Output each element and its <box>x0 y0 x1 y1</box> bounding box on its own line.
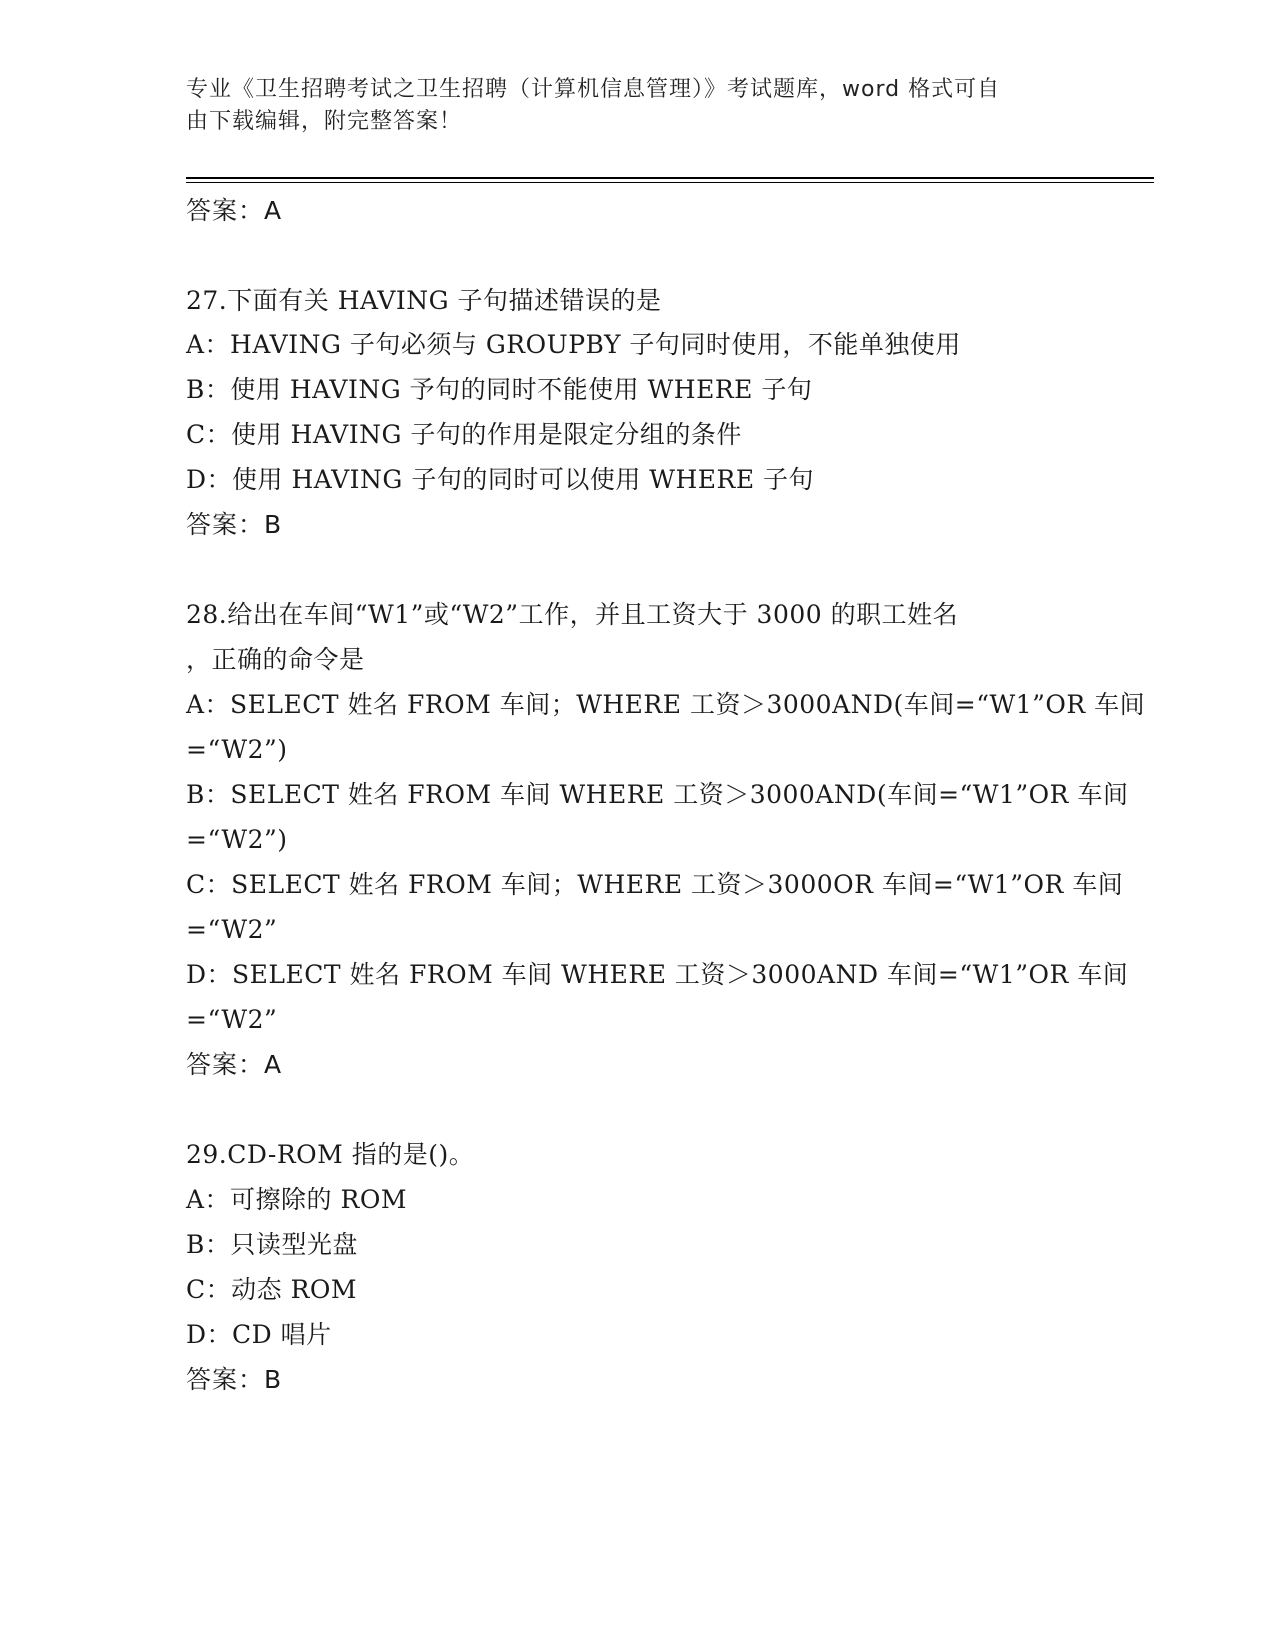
question-27-option-b: B：使用 HAVING 予句的同时不能使用 WHERE 子句 <box>186 375 813 404</box>
question-29-stem: 29.CD-ROM 指的是()。 <box>186 1140 475 1169</box>
question-29-option-b: B：只读型光盘 <box>186 1230 358 1259</box>
question-29-option-c: C：动态 ROM <box>186 1275 357 1304</box>
question-28-answer: 答案：A <box>186 1050 283 1079</box>
question-29-option-d: D：CD 唱片 <box>186 1320 332 1349</box>
question-29-answer: 答案：B <box>186 1365 283 1394</box>
header-divider-thick <box>186 177 1154 179</box>
header-line-2: 由下载编辑，附完整答案！ <box>186 109 463 134</box>
question-28-stem-cont: ，正确的命令是 <box>186 645 365 674</box>
question-28-option-b-cont: =“W2”) <box>186 825 288 854</box>
question-27-option-a: A：HAVING 子句必须与 GROUPBY 子句同时使用，不能单独使用 <box>186 330 961 359</box>
question-28-option-b: B：SELECT 姓名 FROM 车间 WHERE 工资＞3000AND(车间=“W1”OR 车间 <box>186 780 1129 809</box>
answer-previous: 答案：A <box>186 196 283 225</box>
question-28-option-c-cont: =“W2” <box>186 915 278 944</box>
question-28-stem: 28.给出在车间“W1”或“W2”工作，并且工资大于 3000 的职工姓名 <box>186 600 959 629</box>
question-28-option-c: C：SELECT 姓名 FROM 车间；WHERE 工资＞3000OR 车间=“W1”OR 车间 <box>186 870 1124 899</box>
page-header <box>186 74 1066 138</box>
question-27-option-d: D：使用 HAVING 子句的同时可以使用 WHERE 子句 <box>186 465 815 494</box>
question-27-answer: 答案：B <box>186 510 283 539</box>
question-28-option-a: A：SELECT 姓名 FROM 车间；WHERE 工资＞3000AND(车间=“W1”OR 车间 <box>186 690 1146 719</box>
question-27-stem: 27.下面有关 HAVING 子句描述错误的是 <box>186 286 662 315</box>
question-29-option-a: A：可擦除的 ROM <box>186 1185 407 1214</box>
question-28-option-d-cont: =“W2” <box>186 1005 278 1034</box>
question-27-option-c: C：使用 HAVING 子句的作用是限定分组的条件 <box>186 420 742 449</box>
header-line-1: 专业《卫生招聘考试之卫生招聘（计算机信息管理）》考试题库，word 格式可自 <box>186 77 1001 102</box>
question-28-option-a-cont: =“W2”) <box>186 735 288 764</box>
header-divider-thin <box>186 182 1154 183</box>
question-28-option-d: D：SELECT 姓名 FROM 车间 WHERE 工资＞3000AND 车间=“W1”OR 车间 <box>186 960 1129 989</box>
